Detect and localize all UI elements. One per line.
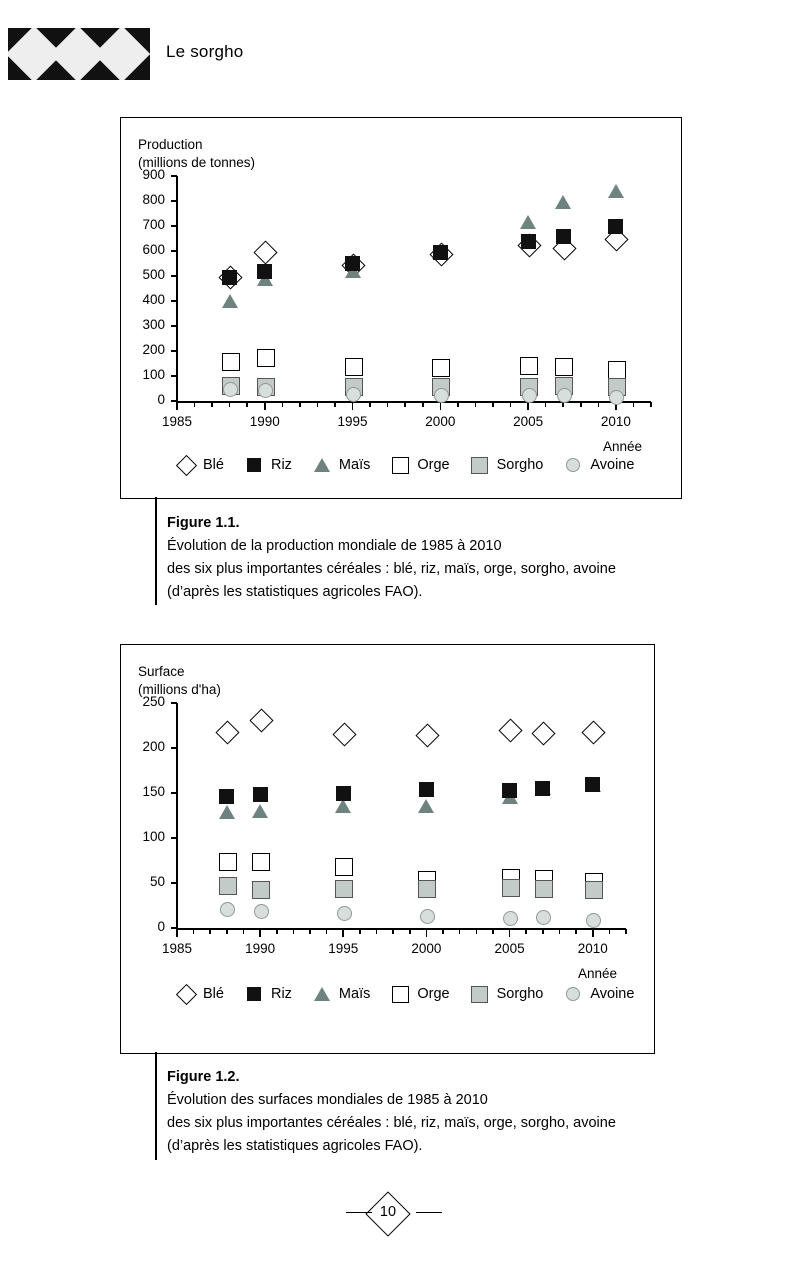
y-tick-label: 50 (149, 874, 165, 889)
data-point-avoine (220, 902, 235, 917)
x-tick-minor (359, 929, 361, 934)
page-number-badge (360, 1192, 440, 1234)
y-tick (171, 747, 177, 749)
x-tick-minor (392, 929, 394, 934)
data-point-orge (345, 358, 363, 376)
y-tick (171, 375, 177, 377)
x-tick-minor (575, 929, 577, 934)
legend-item-avoine (563, 985, 634, 1003)
y-tick (171, 350, 177, 352)
x-tick-major (342, 929, 344, 937)
x-tick-major (527, 402, 529, 410)
x-tick-label: 2005 (494, 941, 525, 956)
open-square-icon (390, 456, 410, 474)
x-tick-minor (404, 402, 406, 407)
legend-item-ble (176, 985, 224, 1003)
data-point-avoine (586, 913, 601, 928)
data-point-riz (419, 782, 434, 797)
legend-item-sorgho (470, 985, 544, 1003)
y-tick-label: 900 (142, 167, 165, 182)
filled-square-icon (244, 985, 264, 1003)
y-tick-label: 600 (142, 242, 165, 257)
x-tick-minor (334, 402, 336, 407)
chart1-plot-area (121, 118, 681, 498)
data-point-orge (432, 359, 450, 377)
data-point-bl (415, 723, 439, 747)
legend-label: Orge (417, 457, 450, 473)
caption-line: des six plus importantes céréales : blé, riz, maïs, orge, sorgho, avoine (167, 1115, 616, 1131)
data-point-riz (556, 229, 571, 244)
data-point-avoine (503, 911, 518, 926)
x-tick-minor (243, 929, 245, 934)
data-point-orge (219, 853, 237, 871)
x-tick-major (264, 402, 266, 410)
data-point-mas (252, 804, 268, 818)
x-tick-minor (387, 402, 389, 407)
legend-label: Avoine (590, 457, 635, 473)
data-point-riz (521, 234, 536, 249)
x-tick-minor (475, 402, 477, 407)
legend-label: Orge (417, 986, 450, 1002)
filled-square-icon (244, 456, 264, 474)
x-tick-minor (246, 402, 248, 407)
data-point-riz (257, 264, 272, 279)
y-tick (171, 200, 177, 202)
data-point-mas (555, 195, 571, 209)
data-point-avoine (557, 388, 572, 403)
caption-line: Évolution de la production mondiale de 1985 à 2010 (167, 538, 502, 554)
data-point-orge (252, 853, 270, 871)
x-tick-major (440, 402, 442, 410)
x-tick-minor (598, 402, 600, 407)
open-circle-icon (563, 456, 583, 474)
x-tick-minor (309, 929, 311, 934)
legend-item-avoine (563, 456, 634, 474)
y-tick (171, 882, 177, 884)
data-point-avoine (609, 390, 624, 405)
data-point-mas (219, 805, 235, 819)
y-tick (171, 792, 177, 794)
x-axis-label: Année (578, 966, 618, 981)
chart1-legend (176, 456, 654, 474)
y-tick-label: 200 (142, 342, 165, 357)
data-point-sorgho (335, 880, 353, 898)
x-tick-major (592, 929, 594, 937)
chart2-axis-title-line2: (millions d'ha) (138, 682, 221, 697)
data-point-sorgho (502, 879, 520, 897)
y-tick (171, 275, 177, 277)
legend-item-orge (390, 985, 449, 1003)
open-diamond-icon (176, 456, 196, 474)
y-tick-label: 100 (142, 367, 165, 382)
y-tick-label: 300 (142, 317, 165, 332)
legend-label: Maïs (338, 457, 371, 473)
data-point-orge (335, 858, 353, 876)
caption-line: (d’après les statistiques agricoles FAO). (167, 584, 423, 600)
figure-1-2-caption (167, 1066, 687, 1158)
data-point-riz (608, 219, 623, 234)
data-point-avoine (258, 383, 273, 398)
x-tick-minor (442, 929, 444, 934)
x-tick-minor (229, 402, 231, 407)
x-tick-minor (299, 402, 301, 407)
x-tick-minor (559, 929, 561, 934)
x-tick-minor (376, 929, 378, 934)
y-tick-label: 0 (157, 919, 165, 934)
y-tick (171, 300, 177, 302)
y-tick-label: 800 (142, 192, 165, 207)
x-tick-label: 2000 (411, 941, 442, 956)
y-tick-label: 150 (142, 784, 165, 799)
x-tick-minor (625, 929, 627, 934)
data-point-avoine (337, 906, 352, 921)
x-tick-label: 2000 (425, 414, 456, 429)
data-point-riz (433, 245, 448, 260)
x-tick-minor (510, 402, 512, 407)
data-point-bl (582, 721, 606, 745)
x-tick-major (509, 929, 511, 937)
x-tick-minor (580, 402, 582, 407)
data-point-riz (219, 789, 234, 804)
legend-label: Riz (270, 457, 292, 473)
diamond-band-icon (8, 28, 150, 80)
data-point-bl (249, 708, 273, 732)
y-tick-label: 200 (142, 739, 165, 754)
x-tick-label: 1990 (245, 941, 276, 956)
data-point-avoine (434, 388, 449, 403)
x-tick-minor (492, 929, 494, 934)
legend-label: Blé (203, 986, 224, 1002)
x-tick-minor (609, 929, 611, 934)
y-tick (171, 250, 177, 252)
data-point-avoine (346, 387, 361, 402)
figure-1-2-caption-rule (155, 1052, 157, 1160)
data-point-sorgho (585, 881, 603, 899)
open-square-icon (390, 985, 410, 1003)
data-point-avoine (420, 909, 435, 924)
x-tick-major (259, 929, 261, 937)
x-tick-major (352, 402, 354, 410)
y-tick (171, 175, 177, 177)
page-number-rule-right (416, 1212, 442, 1213)
page-header (0, 28, 800, 80)
caption-title: Figure 1.2. (167, 1069, 240, 1085)
legend-label: Blé (203, 457, 224, 473)
x-tick-minor (317, 402, 319, 407)
x-tick-minor (476, 929, 478, 934)
figure-1-1-caption (167, 512, 687, 604)
x-tick-label: 2010 (600, 414, 631, 429)
x-tick-label: 1995 (337, 414, 368, 429)
data-point-orge (257, 349, 275, 367)
data-point-riz (502, 783, 517, 798)
page-number: 10 (379, 1204, 397, 1220)
legend-item-riz (244, 985, 292, 1003)
data-point-sorgho (252, 881, 270, 899)
data-point-mas (520, 215, 536, 229)
y-tick (171, 702, 177, 704)
x-tick-label: 1985 (161, 414, 193, 429)
data-point-bl (499, 718, 523, 742)
x-tick-minor (209, 929, 211, 934)
data-point-mas (418, 799, 434, 813)
y-tick-label: 250 (142, 694, 165, 709)
data-point-riz (535, 781, 550, 796)
figure-1-2-frame (120, 644, 655, 1054)
filled-triangle-icon (312, 985, 332, 1003)
data-point-sorgho (418, 880, 436, 898)
x-axis-label: Année (603, 439, 643, 454)
x-tick-major (426, 929, 428, 937)
data-point-avoine (536, 910, 551, 925)
legend-item-mais (312, 456, 370, 474)
y-tick-label: 400 (142, 292, 165, 307)
x-tick-minor (293, 929, 295, 934)
data-point-bl (216, 721, 240, 745)
data-point-bl (332, 723, 356, 747)
data-point-orge (608, 361, 626, 379)
chart2-legend (176, 985, 654, 1003)
x-tick-minor (211, 402, 213, 407)
data-point-bl (254, 240, 278, 264)
y-tick-label: 100 (142, 829, 165, 844)
caption-line: (d’après les statistiques agricoles FAO). (167, 1138, 423, 1154)
x-tick-label: 1995 (328, 941, 359, 956)
x-tick-minor (545, 402, 547, 407)
legend-label: Sorgho (496, 986, 544, 1002)
data-point-mas (222, 294, 238, 308)
x-tick-major (176, 929, 178, 937)
data-point-orge (222, 353, 240, 371)
data-point-avoine (254, 904, 269, 919)
chart1-axis-title-line1: Production (138, 137, 203, 152)
data-point-mas (335, 799, 351, 813)
data-point-mas (608, 184, 624, 198)
x-tick-label: 2010 (577, 941, 608, 956)
x-tick-minor (369, 402, 371, 407)
data-point-sorgho (535, 880, 553, 898)
data-point-riz (222, 270, 237, 285)
legend-item-sorgho (470, 456, 544, 474)
data-point-riz (336, 786, 351, 801)
caption-line: Évolution des surfaces mondiales de 1985 à 2010 (167, 1092, 488, 1108)
x-tick-minor (194, 402, 196, 407)
x-tick-minor (525, 929, 527, 934)
y-tick (171, 225, 177, 227)
legend-item-orge (390, 456, 449, 474)
legend-label: Riz (270, 986, 292, 1002)
y-tick-label: 700 (142, 217, 165, 232)
figure-1-1-caption-rule (155, 497, 157, 605)
chart1-axis-title-line2: (millions de tonnes) (138, 155, 256, 170)
legend-item-riz (244, 456, 292, 474)
open-circle-icon (563, 985, 583, 1003)
legend-label: Avoine (590, 986, 635, 1002)
data-point-orge (555, 358, 573, 376)
x-tick-minor (193, 929, 195, 934)
grey-square-icon (470, 456, 490, 474)
x-tick-minor (633, 402, 635, 407)
x-tick-label: 1985 (161, 941, 193, 956)
caption-title: Figure 1.1. (167, 515, 240, 531)
x-tick-label: 1990 (249, 414, 280, 429)
x-tick-minor (282, 402, 284, 407)
figure-1-1-frame (120, 117, 682, 499)
data-point-avoine (522, 388, 537, 403)
x-tick-minor (422, 402, 424, 407)
legend-item-mais (312, 985, 370, 1003)
x-tick-label: 2005 (513, 414, 544, 429)
x-tick-minor (459, 929, 461, 934)
data-point-riz (253, 787, 268, 802)
x-tick-major (176, 402, 178, 410)
data-point-riz (585, 777, 600, 792)
caption-line: des six plus importantes céréales : blé, riz, maïs, orge, sorgho, avoine (167, 561, 616, 577)
x-tick-minor (326, 929, 328, 934)
x-tick-minor (492, 402, 494, 407)
y-tick-label: 500 (142, 267, 165, 282)
chart2-y-axis (176, 703, 178, 929)
x-tick-minor (226, 929, 228, 934)
legend-label: Maïs (338, 986, 371, 1002)
legend-item-ble (176, 456, 224, 474)
data-point-riz (345, 256, 360, 271)
data-point-bl (532, 722, 556, 746)
y-tick (171, 325, 177, 327)
data-point-avoine (223, 382, 238, 397)
x-tick-minor (457, 402, 459, 407)
open-diamond-icon (176, 985, 196, 1003)
filled-triangle-icon (312, 456, 332, 474)
y-tick-label: 0 (157, 392, 165, 407)
data-point-orge (520, 357, 538, 375)
grey-square-icon (470, 985, 490, 1003)
x-tick-minor (542, 929, 544, 934)
legend-label: Sorgho (496, 457, 544, 473)
page-title: Le sorgho (166, 42, 244, 61)
chart2-axis-title-line1: Surface (138, 664, 185, 679)
data-point-sorgho (219, 877, 237, 895)
x-tick-minor (409, 929, 411, 934)
y-tick (171, 837, 177, 839)
chart1-y-axis (176, 176, 178, 402)
x-tick-minor (276, 929, 278, 934)
x-tick-minor (650, 402, 652, 407)
